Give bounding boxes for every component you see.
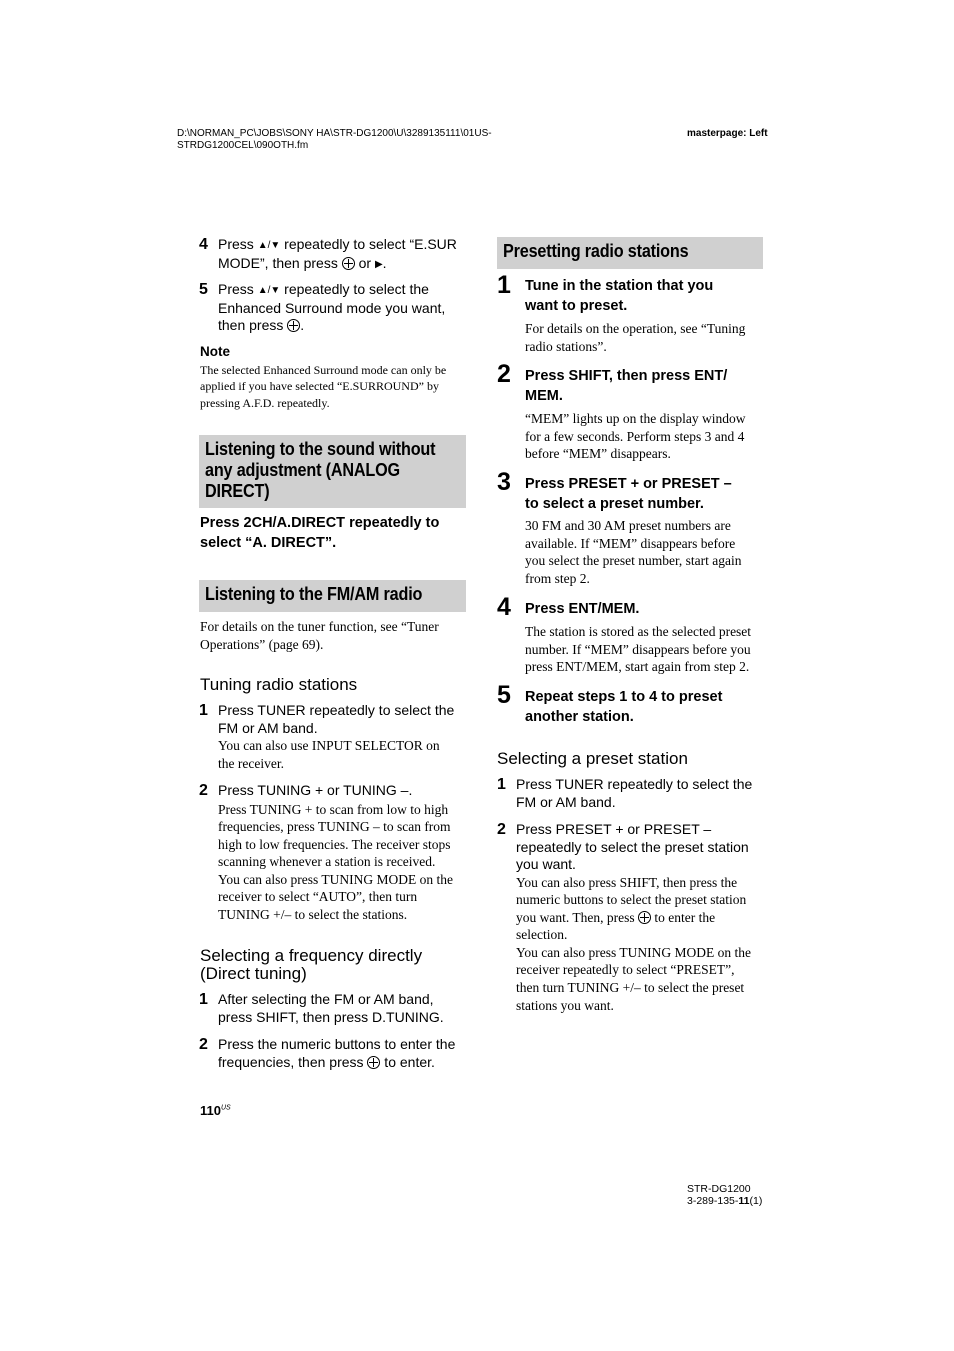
step-text: MODE”, then press	[218, 254, 342, 271]
step-text: want to preset.	[525, 297, 628, 314]
step-text: Press ENT/MEM.	[525, 601, 640, 617]
step-number: 2	[199, 782, 208, 799]
step-number: 5	[199, 281, 208, 298]
step-detail: radio stations”.	[525, 338, 607, 354]
step-text: Press	[218, 236, 258, 252]
page-number-suffix: US	[220, 1104, 231, 1112]
banner-line: Listening to the FM/AM radio	[205, 584, 423, 604]
step-text: FM or AM band.	[218, 719, 318, 736]
step-text: Press PRESET + or PRESET –	[525, 476, 732, 492]
step-detail: selection.	[516, 927, 568, 943]
step-detail: available. If “MEM” disappears before	[525, 535, 736, 551]
step-detail: stations you want.	[516, 997, 614, 1013]
step-text: .	[382, 254, 387, 271]
up-down-arrow-icon: ▲/▼	[257, 240, 281, 251]
step-detail: you select the preset number, start again	[525, 553, 742, 569]
tuning-step-1	[199, 702, 469, 772]
step-detail: You can also press TUNING MODE on the	[516, 944, 751, 960]
section-banner-presetting	[497, 237, 763, 269]
step-number: 2	[199, 1036, 208, 1053]
enter-button-icon	[342, 257, 355, 270]
step-detail: press ENT/MEM, start again from step 2.	[525, 659, 750, 675]
up-down-arrow-icon: ▲/▼	[257, 285, 281, 296]
step-text: Press TUNER repeatedly to select the	[218, 702, 455, 718]
step-text: repeatedly to select “E.SUR	[280, 236, 457, 252]
preset-step-1-detail	[525, 320, 745, 355]
step-detail: receiver repeatedly to select “PRESET”,	[516, 962, 735, 978]
step-detail: to enter the	[650, 909, 716, 925]
section-banner-analog-direct	[199, 435, 466, 508]
masterpage-label: masterpage: Left	[687, 128, 768, 139]
step-detail: You can also press SHIFT, then press the	[516, 874, 738, 890]
note-line: applied if you have selected “E.SURROUND” by	[200, 379, 439, 394]
step-detail: for a few seconds. Perform steps 3 and 4	[525, 428, 745, 444]
select-step-1	[497, 776, 767, 811]
step-detail: high to low frequencies. The receiver stops	[218, 836, 451, 852]
step-detail: numeric buttons to select the preset station	[516, 892, 747, 908]
step-text: repeatedly to select the	[280, 281, 429, 297]
banner-line: DIRECT)	[205, 481, 270, 501]
body-line: Operations” (page 69).	[200, 636, 324, 652]
step-detail: you want. Then, press	[516, 909, 638, 925]
page-number-value: 110	[200, 1103, 221, 1118]
note-line: The selected Enhanced Surround mode can only be	[200, 363, 447, 377]
preset-step-4-detail	[525, 623, 751, 676]
part-code-bold: 11	[738, 1195, 750, 1207]
step-text: Press	[218, 281, 258, 297]
step-detail: For details on the operation, see “Tuning	[525, 321, 746, 336]
big-step-number: 3	[497, 468, 511, 496]
tuning-step-2	[199, 782, 469, 924]
file-path	[177, 128, 492, 152]
big-step-number: 2	[497, 360, 511, 388]
step-text: another station.	[525, 708, 634, 725]
preset-step-3-detail	[525, 517, 742, 587]
step-number: 1	[199, 991, 208, 1008]
step-text: to select a preset number.	[525, 495, 704, 512]
note-title: Note	[200, 344, 230, 359]
step-detail: from step 2.	[525, 570, 590, 586]
banner-line: Presetting radio stations	[503, 241, 689, 261]
step-text: Tune in the station that you	[525, 278, 714, 294]
body-line: For details on the tuner function, see “Tuner	[200, 619, 439, 634]
step-4	[199, 236, 469, 273]
section-banner-fm-am	[199, 580, 466, 612]
step-detail: The station is stored as the selected preset	[525, 624, 752, 639]
direct-tuning-heading	[200, 947, 422, 983]
step-detail: receiver to select “AUTO”, then turn	[218, 889, 418, 905]
step-text: Repeat steps 1 to 4 to preset	[525, 689, 723, 705]
step-5	[199, 281, 469, 335]
step-detail: before “MEM” disappears.	[525, 446, 671, 462]
direct-step-2	[199, 1036, 469, 1071]
step-text: Press SHIFT, then press ENT/	[525, 368, 728, 384]
step-text: you want.	[516, 856, 576, 872]
big-step-number: 5	[497, 681, 511, 709]
analog-direct-instruction	[200, 514, 439, 553]
preset-step-5	[525, 688, 722, 727]
step-text: .	[300, 317, 305, 333]
step-number: 2	[497, 821, 506, 838]
note-text	[200, 362, 446, 411]
step-text: then press	[218, 317, 288, 333]
direct-step-1	[199, 991, 469, 1026]
model-number: STR-DG1200	[687, 1183, 751, 1195]
step-text: or	[354, 254, 375, 271]
step-text: Enhanced Surround mode you want,	[218, 299, 446, 316]
file-path-line2: STRDG1200CEL\090OTH.fm	[177, 140, 309, 151]
step-text: Press PRESET + or PRESET –	[516, 821, 712, 837]
step-detail: You can also use INPUT SELECTOR on	[218, 738, 440, 753]
banner-line: Listening to the sound without	[205, 439, 436, 459]
step-text: FM or AM band.	[516, 793, 616, 810]
step-detail: 30 FM and 30 AM preset numbers are	[525, 518, 731, 533]
instruction-line: Press 2CH/A.DIRECT repeatedly to	[200, 515, 440, 531]
step-text: frequencies, then press	[218, 1053, 368, 1070]
part-code: 3-289-135-	[687, 1195, 739, 1207]
step-number: 4	[199, 236, 208, 253]
note-line: pressing A.F.D. repeatedly.	[200, 395, 330, 410]
step-text: press SHIFT, then press D.TUNING.	[218, 1008, 444, 1025]
step-number: 1	[497, 776, 506, 793]
enter-button-icon	[638, 911, 651, 924]
step-detail: TUNING +/– to select the stations.	[218, 907, 408, 923]
instruction-line: select “A. DIRECT”.	[200, 534, 337, 551]
step-detail: “MEM” lights up on the display window	[525, 411, 746, 426]
heading-line: Selecting a frequency directly	[200, 946, 423, 965]
banner-line: any adjustment (ANALOG	[205, 460, 400, 480]
step-text: to enter.	[380, 1053, 435, 1070]
step-detail: frequencies, press TUNING – to scan from	[218, 819, 451, 835]
enter-button-icon	[287, 319, 300, 332]
part-code-suffix: (1)	[749, 1195, 763, 1207]
step-text: After selecting the FM or AM band,	[218, 991, 434, 1007]
step-detail: scanning whenever a station is received.	[218, 854, 436, 870]
step-detail: then turn TUNING +/– to select the preset	[516, 980, 745, 996]
step-detail: You can also press TUNING MODE on the	[218, 871, 453, 887]
step-text: Press TUNER repeatedly to select the	[516, 776, 753, 792]
preset-step-4	[525, 600, 639, 620]
tuning-heading: Tuning radio stations	[200, 675, 358, 694]
select-step-2	[497, 821, 767, 1014]
step-text: Press the numeric buttons to enter the	[218, 1036, 456, 1052]
right-arrow-icon: ▶	[374, 258, 383, 270]
preset-step-2-detail	[525, 410, 745, 463]
preset-step-1	[525, 277, 713, 316]
step-text: repeatedly to select the preset station	[516, 838, 749, 855]
step-number: 1	[199, 702, 208, 719]
step-text: Press TUNING + or TUNING –.	[218, 782, 413, 798]
file-path-line1: D:\NORMAN_PC\JOBS\SONY HA\STR-DG1200\U\3289135111\01US-	[177, 128, 492, 139]
big-step-number: 4	[497, 593, 511, 621]
step-detail: number. If “MEM” disappears before you	[525, 641, 751, 657]
big-step-number: 1	[497, 271, 511, 299]
page-number	[200, 1103, 231, 1118]
selecting-preset-heading: Selecting a preset station	[497, 749, 688, 768]
fm-am-intro	[200, 618, 439, 653]
step-text: MEM.	[525, 387, 563, 404]
preset-step-3	[525, 475, 732, 514]
heading-line: (Direct tuning)	[200, 964, 307, 983]
step-detail: the receiver.	[218, 755, 284, 771]
step-detail: Press TUNING + to scan from low to high	[218, 801, 449, 817]
preset-step-2	[525, 367, 727, 406]
enter-button-icon	[367, 1056, 380, 1069]
footer-model-info	[687, 1183, 762, 1207]
